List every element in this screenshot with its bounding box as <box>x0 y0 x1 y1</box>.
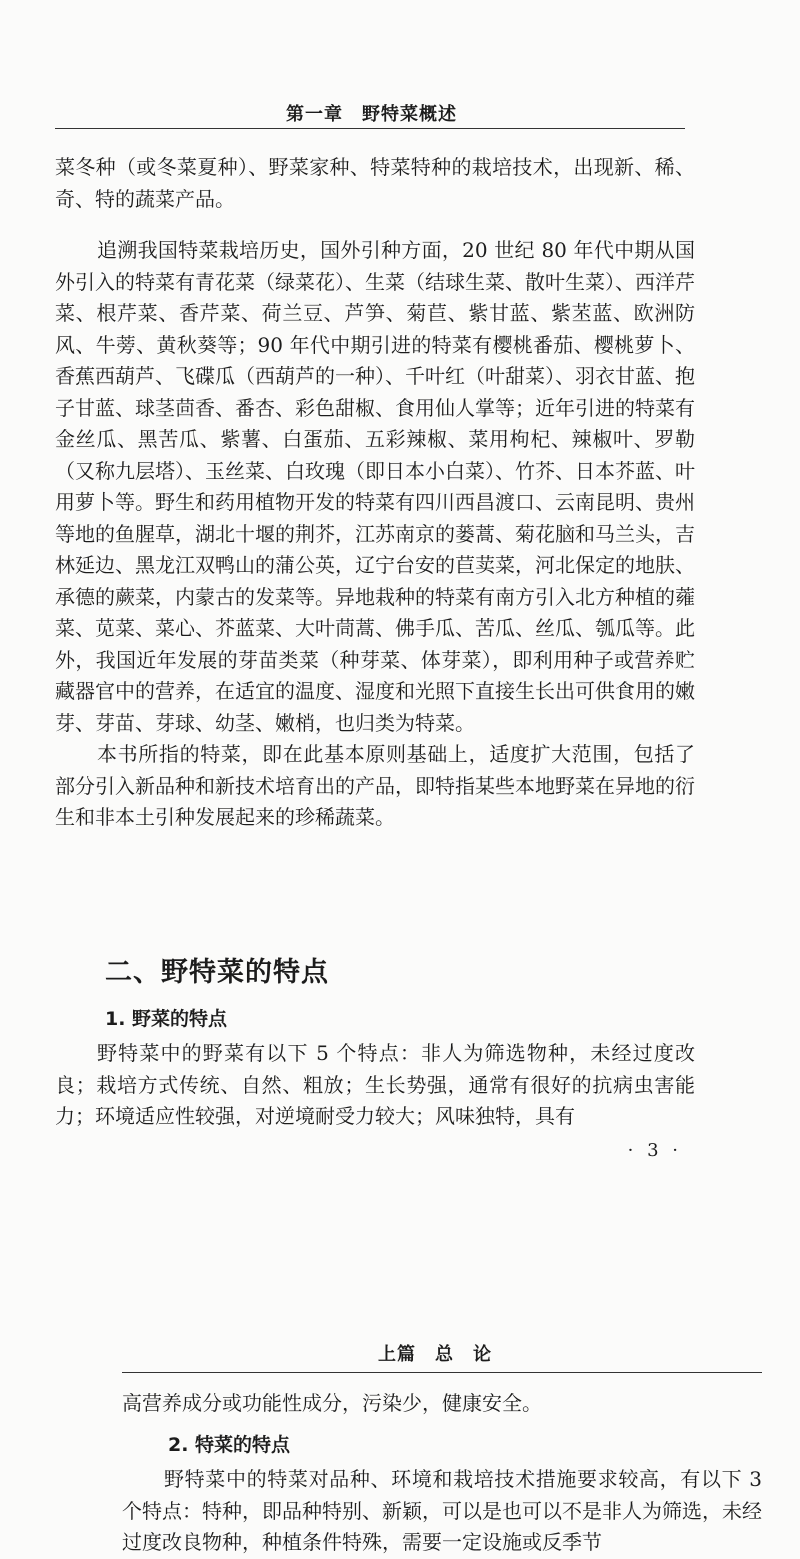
paragraph-5: 高营养成分或功能性成分，污染少，健康安全。 <box>122 1391 542 1415</box>
paragraph-1: 菜冬种（或冬菜夏种）、野菜家种、特菜特种的栽培技术，出现新、稀、奇、特的蔬菜产品。 <box>55 155 695 211</box>
page-number: · 3 · <box>627 1140 682 1161</box>
running-head-2: 上篇 总 论 <box>378 1344 492 1365</box>
paragraph-2: 追溯我国特菜栽培历史，国外引种方面，20 世纪 80 年代中期从国外引入的特菜有青花菜（绿菜花）、生菜（结球生菜、散叶生菜）、西洋芹菜、根芹菜、香芹菜、荷兰豆、芦笋、菊苣、紫甘蓝、紫苤蓝、欧洲防风、牛蒡、黄秋葵等；90 年代中期引进的特菜有樱桃番茄、樱桃萝卜、香蕉西葫芦、飞碟瓜（西葫芦的一种）、千叶红（叶甜菜）、羽衣甘蓝、抱子甘蓝、球茎茴香、番杏、彩色甜椒、食用仙人掌等；近年引进的特菜有金丝瓜、黑苦瓜、紫薯、白蛋茄、五彩辣椒、菜用枸杞、辣椒叶、罗勒（又称九层塔）、玉丝菜、白玫瑰（即日本小白菜）、竹芥、日本芥蓝、叶用萝卜等。野生和药用植物开发的特菜有四川西昌渡口、云南昆明、贵州等地的鱼腥草，湖北十堰的荆芥，江苏南京的蒌蒿、菊花脑和马兰头，吉林延边、黑龙江双鸭山的蒲公英，辽宁台安的苣荬菜，河北保定的地肤、承德的蕨菜，内蒙古的发菜等。异地栽种的特菜有南方引入北方种植的蕹菜、苋菜、菜心、芥蓝菜、大叶茼蒿、佛手瓜、苦瓜、丝瓜、瓠瓜等。此外，我国近年发展的芽苗类菜（种芽菜、体芽菜），即利用种子或营养贮藏器官中的营养，在适宜的温度、湿度和光照下直接生长出可供食用的嫩芽、芽苗、芽球、幼茎、嫩梢，也归类为特菜。 <box>55 238 695 735</box>
running-head: 第一章 野特菜概述 <box>286 104 457 125</box>
body-text <box>55 152 695 834</box>
page-4 <box>0 1330 800 1554</box>
header-rule-2 <box>122 1372 762 1373</box>
section-heading: 二、野特菜的特点 <box>105 957 329 988</box>
paragraph-4: 野特菜中的野菜有以下 5 个特点：非人为筛选物种，未经过度改良；栽培方式传统、自然、粗放；生长势强，通常有很好的抗病虫害能力；环境适应性较强，对逆境耐受力较大；风味独特，具有 <box>55 1041 695 1128</box>
sub-heading-wild-vegetables: 1. 野菜的特点 <box>105 1008 228 1030</box>
header-rule <box>55 128 685 129</box>
body-text-2 <box>55 1038 695 1133</box>
paragraph-3: 本书所指的特菜，即在此基本原则基础上，适度扩大范围，包括了部分引入新品种和新技术培育出的产品，即特指某些本地野菜在异地的衍生和非本土引种发展起来的珍稀蔬菜。 <box>55 742 695 829</box>
body-text-3 <box>122 1388 762 1420</box>
body-text-4 <box>122 1464 762 1559</box>
paragraph-6: 野特菜中的特菜对品种、环境和栽培技术措施要求较高，有以下 3 个特点：特种，即品种特别、新颖，可以是也可以不是非人为筛选，未经过度改良物种，种植条件特殊，需要一定设施或反季节 <box>122 1467 762 1554</box>
sub-heading-special-vegetables: 2. 特菜的特点 <box>168 1434 291 1456</box>
